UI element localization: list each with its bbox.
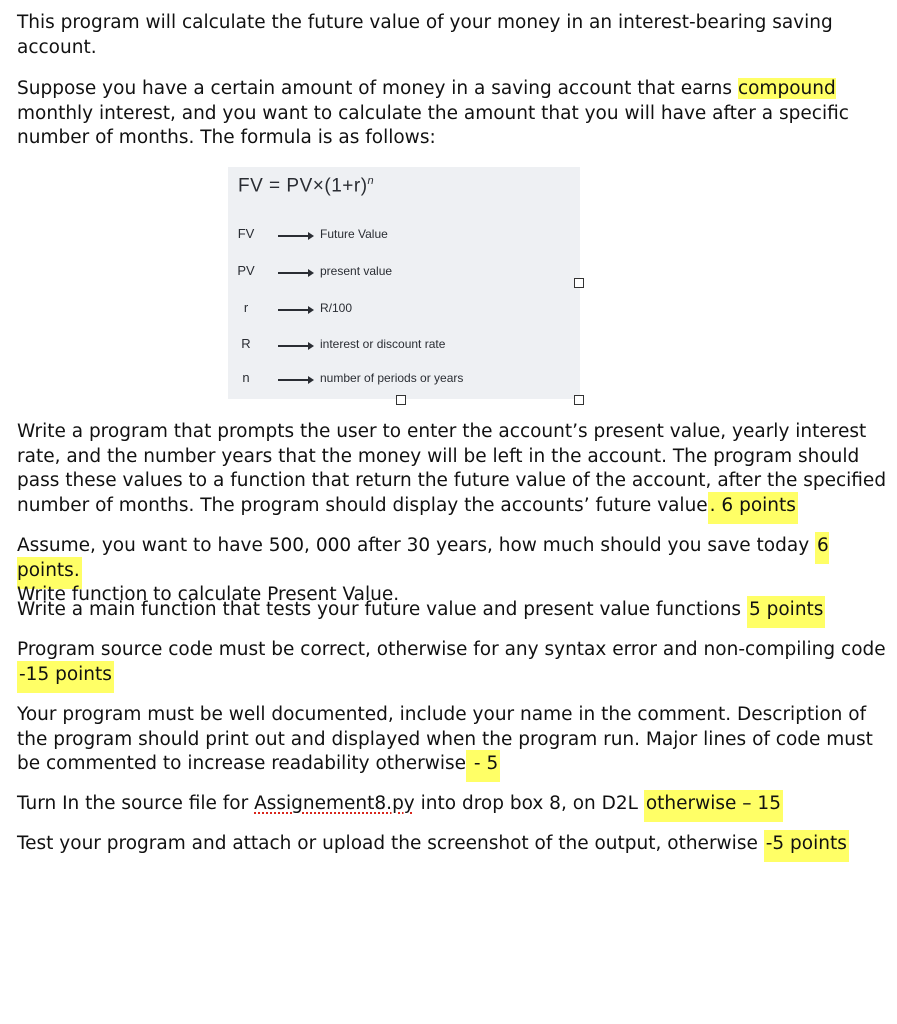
formula-symbol: n bbox=[242, 370, 250, 385]
formula-exponent: n bbox=[367, 175, 375, 187]
right-arrow-icon bbox=[278, 309, 312, 311]
points-highlight: otherwise – 15 bbox=[644, 790, 783, 822]
points-highlight: -15 points bbox=[17, 661, 114, 693]
program-text: Write a program that prompts the user to enter the account’s present value, yearly interest rate, and the number years that the money will be left in the account. The program should pass these values to a function that return the future value of the account, after the specified number of months. The program should display the accounts’ future value bbox=[17, 421, 887, 516]
intro-paragraph bbox=[17, 11, 889, 60]
right-arrow-icon bbox=[278, 379, 312, 381]
program-paragraph bbox=[17, 420, 889, 518]
formula-description: number of periods or years bbox=[320, 371, 464, 385]
source-code-text: Program source code must be correct, otherwise for any syntax error and non-compiling code bbox=[17, 639, 886, 660]
formula-row bbox=[228, 370, 580, 390]
formula-row bbox=[228, 263, 580, 283]
formula-symbol: FV bbox=[237, 226, 255, 241]
formula-row bbox=[228, 226, 580, 246]
compound-text-before: Suppose you have a certain amount of money in a saving account that earns bbox=[17, 78, 738, 99]
main-function-text: Write a main function that tests your future value and present value functions bbox=[17, 599, 747, 620]
test-paragraph bbox=[17, 832, 889, 857]
source-code-paragraph bbox=[17, 638, 889, 687]
present-value-instruction: Write function to calculate Present Value. bbox=[17, 584, 400, 605]
formula-main: FV = PV×(1+r) bbox=[238, 175, 368, 197]
points-highlight: 5 points bbox=[747, 596, 825, 628]
points-highlight: . 6 points bbox=[708, 492, 798, 524]
present-value-text: Assume, you want to have 500, 000 after 30 years, how much should you save today bbox=[17, 535, 816, 556]
formula-description: R/100 bbox=[320, 301, 353, 315]
formula-equation bbox=[238, 175, 374, 197]
resize-handle-right[interactable] bbox=[574, 278, 584, 288]
formula-symbol: R bbox=[241, 336, 251, 351]
points-highlight: 6 points. bbox=[17, 532, 829, 589]
documentation-paragraph bbox=[17, 703, 889, 777]
documentation-text: Your program must be well documented, include your name in the comment. Description of the program should print out and displayed when the program run. Major lines of code must be commented to increase readability otherwise bbox=[17, 704, 873, 774]
compound-highlight: compound bbox=[737, 78, 836, 99]
right-arrow-icon bbox=[278, 345, 312, 347]
formula-symbol: r bbox=[243, 300, 249, 315]
compound-text-after: monthly interest, and you want to calculate the amount that you will have after a specific number of months. The formula is as follows: bbox=[17, 102, 849, 148]
formula-description: present value bbox=[320, 264, 393, 278]
turn-in-text-after: into drop box 8, on D2L bbox=[414, 793, 644, 814]
turn-in-text: Turn In the source file for bbox=[17, 793, 255, 814]
points-highlight: -5 points bbox=[764, 830, 849, 862]
intro-text: This program will calculate the future value of your money in an interest-bearing saving account. bbox=[17, 12, 833, 58]
right-arrow-icon bbox=[278, 272, 312, 274]
formula-symbol: PV bbox=[237, 263, 255, 278]
formula-image[interactable] bbox=[228, 167, 580, 399]
formula-description: Future Value bbox=[320, 227, 388, 241]
filename-text: Assignement8.py bbox=[254, 793, 415, 814]
compound-paragraph bbox=[17, 77, 889, 151]
points-highlight: - 5 bbox=[466, 750, 500, 782]
right-arrow-icon bbox=[278, 235, 312, 237]
resize-handle-bottom-right[interactable] bbox=[574, 395, 584, 405]
turn-in-paragraph bbox=[17, 792, 889, 817]
main-function-paragraph bbox=[17, 598, 889, 623]
resize-handle-bottom[interactable] bbox=[396, 395, 406, 405]
test-text: Test your program and attach or upload the screenshot of the output, otherwise bbox=[17, 833, 764, 854]
formula-row bbox=[228, 300, 580, 320]
formula-row bbox=[228, 336, 580, 356]
formula-description: interest or discount rate bbox=[320, 337, 446, 351]
